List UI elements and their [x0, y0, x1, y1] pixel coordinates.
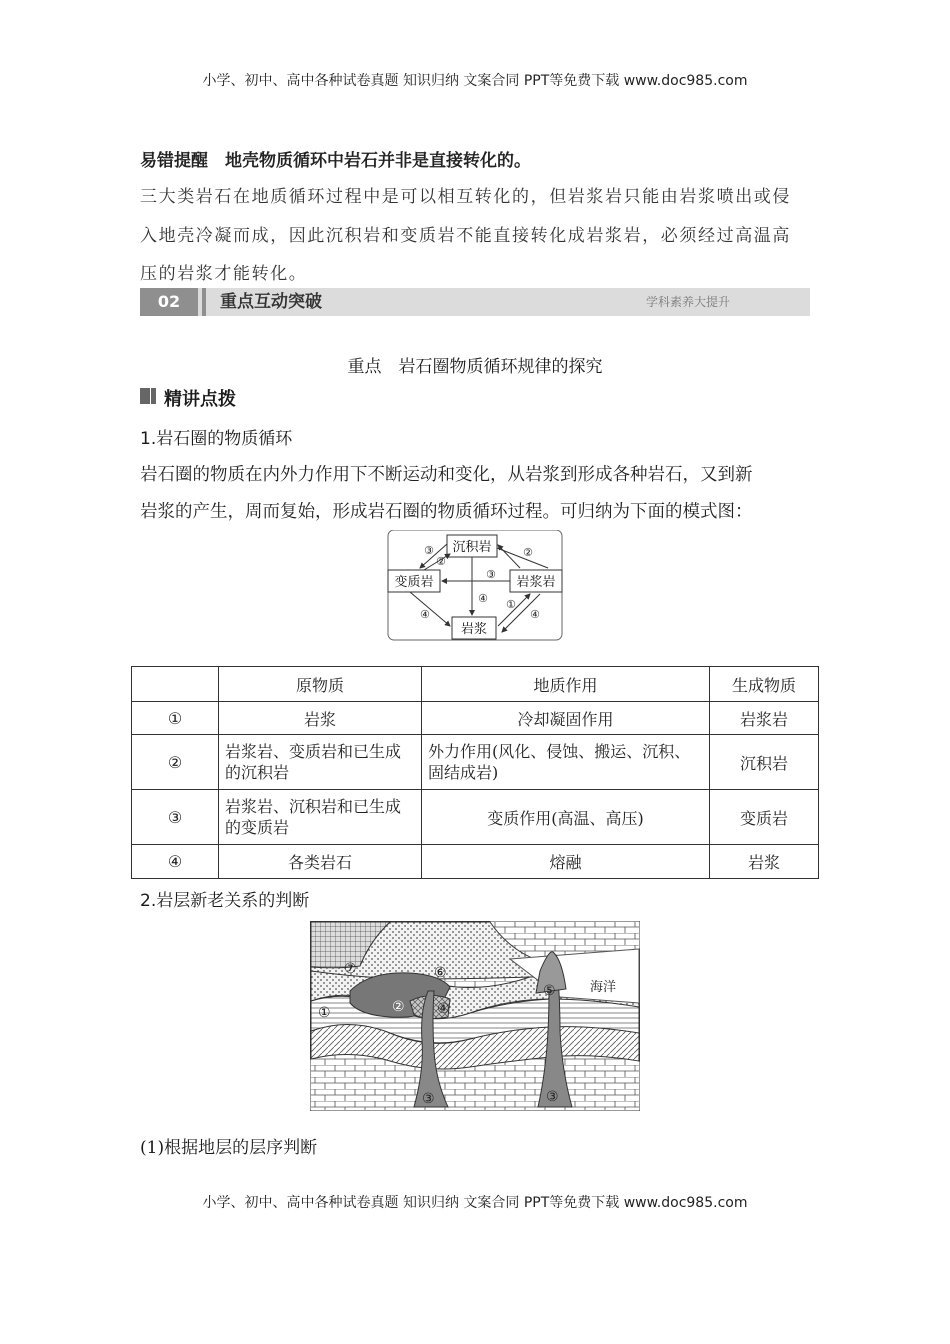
- cycle-label-3: ②: [523, 546, 533, 559]
- row-source: 岩浆岩、沉积岩和已生成的变质岩: [219, 790, 422, 845]
- marker-3-left: ③: [422, 1091, 435, 1107]
- table-header-cell: 生成物质: [710, 667, 819, 702]
- cycle-label-7: ①: [506, 598, 516, 611]
- banner-title: 重点互动突破: [220, 292, 322, 312]
- row-source: 岩浆岩、变质岩和已生成的沉积岩: [219, 735, 422, 790]
- point1-line-1: 岩石圈的物质在内外力作用下不断运动和变化，从岩浆到形成各种岩石，又到新: [140, 465, 753, 485]
- banner-divider: [202, 288, 206, 316]
- page-footer: 小学、初中、高中各种试卷真题 知识归纳 文案合同 PPT等免费下载 www.doc985.com: [202, 1195, 748, 1211]
- banner-number: 02: [140, 288, 198, 316]
- section-heading: 重点 岩石圈物质循环规律的探究: [347, 357, 603, 377]
- point1-line-2: 岩浆的产生，周而复始，形成岩石圈的物质循环过程。可归纳为下面的模式图：: [140, 502, 753, 522]
- row-source: 岩浆: [219, 702, 422, 735]
- row-number: ④: [132, 845, 219, 879]
- tip-line-2: 入地壳冷凝而成，因此沉积岩和变质岩不能直接转化成岩浆岩，必须经过高温高: [140, 226, 791, 246]
- table-header-row: [132, 667, 819, 702]
- row-number: ①: [132, 702, 219, 735]
- strata-figure: [310, 921, 640, 1111]
- marker-3-right: ③: [546, 1089, 559, 1105]
- table-row: [132, 735, 819, 790]
- marker-7: ⑦: [344, 961, 357, 977]
- cycle-label-2: ②: [436, 555, 446, 568]
- marker-4: ④: [437, 1001, 450, 1017]
- cycle-label-4: ③: [486, 568, 496, 581]
- cycle-label-1: ③: [424, 544, 434, 557]
- row-product: 岩浆: [710, 845, 819, 879]
- marker-1: ①: [318, 1005, 331, 1021]
- rock-cycle-table: [131, 666, 819, 879]
- node-igneous-label: 岩浆岩: [516, 575, 556, 590]
- table-header-cell: [132, 667, 219, 702]
- point2-title: 2.岩层新老关系的判断: [140, 891, 310, 911]
- tip-line-3: 压的岩浆才能转化。: [140, 264, 308, 284]
- point1-title: 1.岩石圈的物质循环: [140, 429, 293, 449]
- row-product: 岩浆岩: [710, 702, 819, 735]
- cycle-label-6: ④: [478, 592, 488, 605]
- row-source: 各类岩石: [219, 845, 422, 879]
- row-process: 外力作用(风化、侵蚀、搬运、沉积、固结成岩): [422, 735, 710, 790]
- marker-6: ⑥: [434, 965, 447, 981]
- marker-2: ②: [392, 999, 405, 1015]
- rock-cycle-diagram: [380, 530, 570, 642]
- table-header-cell: 原物质: [219, 667, 422, 702]
- table-row: [132, 702, 819, 735]
- tip-title: 易错提醒 地壳物质循环中岩石并非是直接转化的。: [140, 151, 531, 171]
- cycle-label-8: ④: [530, 608, 540, 621]
- node-magma-label: 岩浆: [460, 622, 488, 637]
- row-process: 冷却凝固作用: [422, 702, 710, 735]
- row-product: 变质岩: [710, 790, 819, 845]
- banner-subtitle: 学科素养大提升: [645, 295, 730, 309]
- row-product: 沉积岩: [710, 735, 819, 790]
- row-number: ②: [132, 735, 219, 790]
- row-process: 变质作用(高温、高压): [422, 790, 710, 845]
- row-process: 熔融: [422, 845, 710, 879]
- table-row: [132, 845, 819, 879]
- tip-line-1: 三大类岩石在地质循环过程中是可以相互转化的，但岩浆岩只能由岩浆喷出或侵: [140, 187, 791, 207]
- marker-5: ⑤: [543, 983, 556, 999]
- table-header-cell: 地质作用: [422, 667, 710, 702]
- row-number: ③: [132, 790, 219, 845]
- ocean-label: 海洋: [590, 980, 617, 995]
- node-sedimentary-label: 沉积岩: [452, 540, 492, 555]
- subheading: 精讲点拨: [164, 389, 236, 410]
- square-icon: [140, 388, 156, 404]
- page-header: 小学、初中、高中各种试卷真题 知识归纳 文案合同 PPT等免费下载 www.doc985.com: [202, 73, 748, 89]
- node-metamorphic-label: 变质岩: [394, 575, 434, 590]
- cycle-label-5: ④: [420, 608, 430, 621]
- sub1-title: (1)根据地层的层序判断: [140, 1138, 318, 1158]
- section-banner: [140, 288, 810, 316]
- table-row: [132, 790, 819, 845]
